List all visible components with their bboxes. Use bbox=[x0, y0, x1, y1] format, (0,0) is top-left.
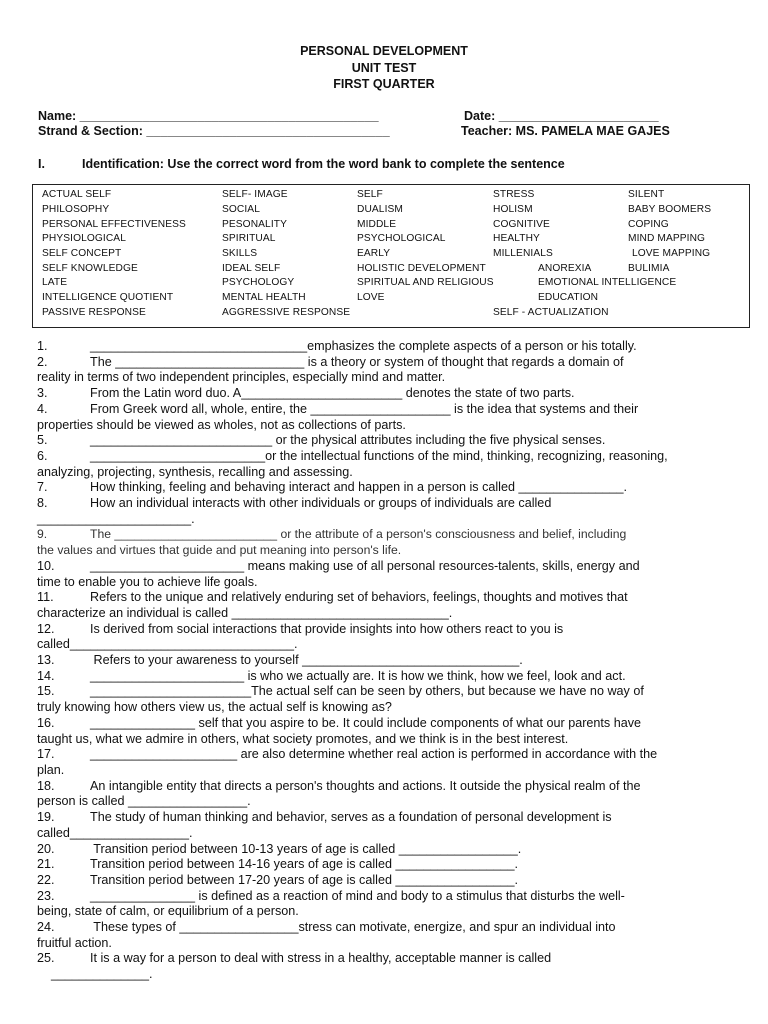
question-item: 4. From Greek word all, whole, entire, the ____________________ is the idea that systems and their properties should be viewed as wholes, not as collections of parts. bbox=[37, 401, 639, 432]
section-instruction: Identification: Use the correct word from the word bank to complete the sentence bbox=[82, 157, 565, 171]
name-field: Name: ___________________________________________ bbox=[38, 109, 379, 123]
word-bank-item: SELF - ACTUALIZATION bbox=[493, 307, 609, 318]
question-item: 6. _________________________or the intellectual functions of the mind, thinking, recognizing, reasoning, analyzing, projecting, synthesis, recalling and assessing. bbox=[37, 448, 668, 479]
word-bank-item: LATE bbox=[42, 277, 68, 288]
word-bank-item: PHILOSOPHY bbox=[42, 204, 110, 215]
word-bank-item: INTELLIGENCE QUOTIENT bbox=[42, 292, 174, 303]
word-bank-item: PHYSIOLOGICAL bbox=[42, 233, 126, 244]
word-bank-item: MENTAL HEALTH bbox=[222, 292, 306, 303]
question-item: 19. The study of human thinking and behavior, serves as a foundation of personal development is called_________________. bbox=[37, 810, 612, 840]
word-bank-item: HOLISM bbox=[493, 204, 533, 215]
question-item: 3. From the Latin word duo. A_______________________ denotes the state of two parts. bbox=[37, 386, 575, 401]
question-item: 7. How thinking, feeling and behaving interact and happen in a person is called _______________. bbox=[37, 480, 628, 495]
question-item: 12. Is derived from social interactions that provide insights into how others react to you is called________________________________. bbox=[37, 621, 564, 652]
word-bank-item: DUALISM bbox=[357, 204, 403, 215]
word-bank-item: SILENT bbox=[628, 189, 665, 200]
word-bank bbox=[32, 184, 750, 328]
question-item: 10. ______________________ means making use of all personal resources-talents, skills, energy and time to enable you to achieve life goals. bbox=[37, 558, 640, 589]
question-item: 16. _______________ self that you aspire to be. It could include components of what our parents have taught us, what we admire in others, what society promotes, and we think is in the best interest. bbox=[37, 715, 642, 746]
question-item: 2. The ___________________________ is a theory or system of thought that regards a domain of reality in terms of two independent principles, especially mind and matter. bbox=[37, 354, 624, 385]
word-bank-item: PESONALITY bbox=[222, 219, 287, 230]
question-item: 13. Refers to your awareness to yourself _______________________________. bbox=[37, 653, 523, 668]
question-item: 14. ______________________ is who we actually are. It is how we think, how we feel, look and act. bbox=[37, 668, 626, 683]
question-item: 1. _______________________________emphasizes the complete aspects of a person or his totally. bbox=[37, 339, 637, 353]
word-bank-item: STRESS bbox=[493, 189, 535, 200]
question-item: 17. _____________________ are also determine whether real action is performed in accordance with the plan. bbox=[37, 747, 658, 777]
word-bank-item: ANOREXIA bbox=[538, 263, 592, 274]
word-bank-item: MIDDLE bbox=[357, 219, 397, 230]
word-bank-item: SELF CONCEPT bbox=[42, 248, 122, 259]
word-bank-item: SELF bbox=[357, 189, 383, 200]
word-bank-item: AGGRESSIVE RESPONSE bbox=[222, 307, 351, 318]
word-bank-item: PSYCHOLOGICAL bbox=[357, 233, 446, 244]
word-bank-item: EMOTIONAL INTELLIGENCE bbox=[538, 277, 677, 288]
word-bank-item: SPIRITUAL bbox=[222, 233, 276, 244]
word-bank-item: LOVE bbox=[357, 292, 385, 303]
word-bank-item: LOVE MAPPING bbox=[632, 248, 711, 259]
word-bank-item: HEALTHY bbox=[493, 233, 540, 244]
question-item: 15. _______________________The actual self can be seen by others, but because we have no way of truly knowing how others view us, the actual self is knowing as? bbox=[37, 684, 644, 715]
word-bank-item: SELF- IMAGE bbox=[222, 189, 288, 200]
question-item: 21. Transition period between 14-16 years of age is called _________________. bbox=[37, 857, 519, 872]
strand-section-field: Strand & Section: ___________________________________ bbox=[38, 124, 390, 138]
question-list bbox=[37, 339, 727, 983]
question-item: 8. How an individual interacts with other individuals or groups of individuals are called ______________________. bbox=[37, 496, 552, 526]
word-bank-item: HOLISTIC DEVELOPMENT bbox=[357, 263, 486, 274]
word-bank-item: ACTUAL SELF bbox=[42, 189, 112, 200]
document-title: PERSONAL DEVELOPMENT bbox=[300, 44, 468, 58]
word-bank-item: EDUCATION bbox=[538, 292, 599, 303]
question-item: 25. It is a way for a person to deal with stress in a healthy, acceptable manner is called ______________. bbox=[37, 951, 552, 982]
word-bank-item: BULIMIA bbox=[628, 263, 670, 274]
word-bank-item: PERSONAL EFFECTIVENESS bbox=[42, 219, 186, 230]
word-bank-item: IDEAL SELF bbox=[222, 263, 281, 274]
date-field: Date: _______________________ bbox=[464, 109, 659, 123]
question-item: 24. These types of _________________stress can motivate, energize, and spur an individual into fruitful action. bbox=[37, 920, 616, 950]
question-item: 9. The ________________________ or the attribute of a person's consciousness and belief, including the values and virtues that guide and put meaning into person's life. bbox=[37, 527, 627, 558]
question-item: 20. Transition period between 10-13 years of age is called _________________. bbox=[37, 841, 522, 856]
document-quarter: FIRST QUARTER bbox=[333, 77, 435, 91]
question-item: 22. Transition period between 17-20 years of age is called _________________. bbox=[37, 872, 519, 887]
word-bank-item: COGNITIVE bbox=[493, 219, 550, 230]
word-bank-item: SPIRITUAL AND RELIGIOUS bbox=[357, 277, 494, 288]
word-bank-item: PASSIVE RESPONSE bbox=[42, 307, 146, 318]
question-item: 5. __________________________ or the physical attributes including the five physical senses. bbox=[37, 433, 606, 448]
word-bank-item: SOCIAL bbox=[222, 204, 260, 215]
document-subtitle: UNIT TEST bbox=[351, 61, 417, 75]
word-bank-item: EARLY bbox=[357, 248, 391, 259]
word-bank-item: BABY BOOMERS bbox=[628, 204, 712, 215]
word-bank-item: COPING bbox=[628, 219, 669, 230]
section-number: I. bbox=[38, 157, 45, 171]
word-bank-item: PSYCHOLOGY bbox=[222, 277, 295, 288]
word-bank-item: MIND MAPPING bbox=[628, 233, 706, 244]
teacher-field: Teacher: MS. PAMELA MAE GAJES bbox=[461, 124, 670, 138]
word-bank-item: MILLENIALS bbox=[493, 248, 553, 259]
question-item: 18. An intangible entity that directs a person's thoughts and actions. It outside the physical realm of the person is called _________________. bbox=[37, 778, 641, 809]
word-bank-item: SELF KNOWLEDGE bbox=[42, 263, 138, 274]
question-item: 11. Refers to the unique and relatively enduring set of behaviors, feelings, thoughts and motives that characterize an individual is called _______________________________. bbox=[37, 590, 628, 620]
word-bank-item: SKILLS bbox=[222, 248, 258, 259]
section-heading bbox=[38, 157, 565, 171]
question-item: 23. _______________ is defined as a reaction of mind and body to a stimulus that disturbs the well- being, state of calm, or equilibrium of a person. bbox=[37, 888, 625, 919]
